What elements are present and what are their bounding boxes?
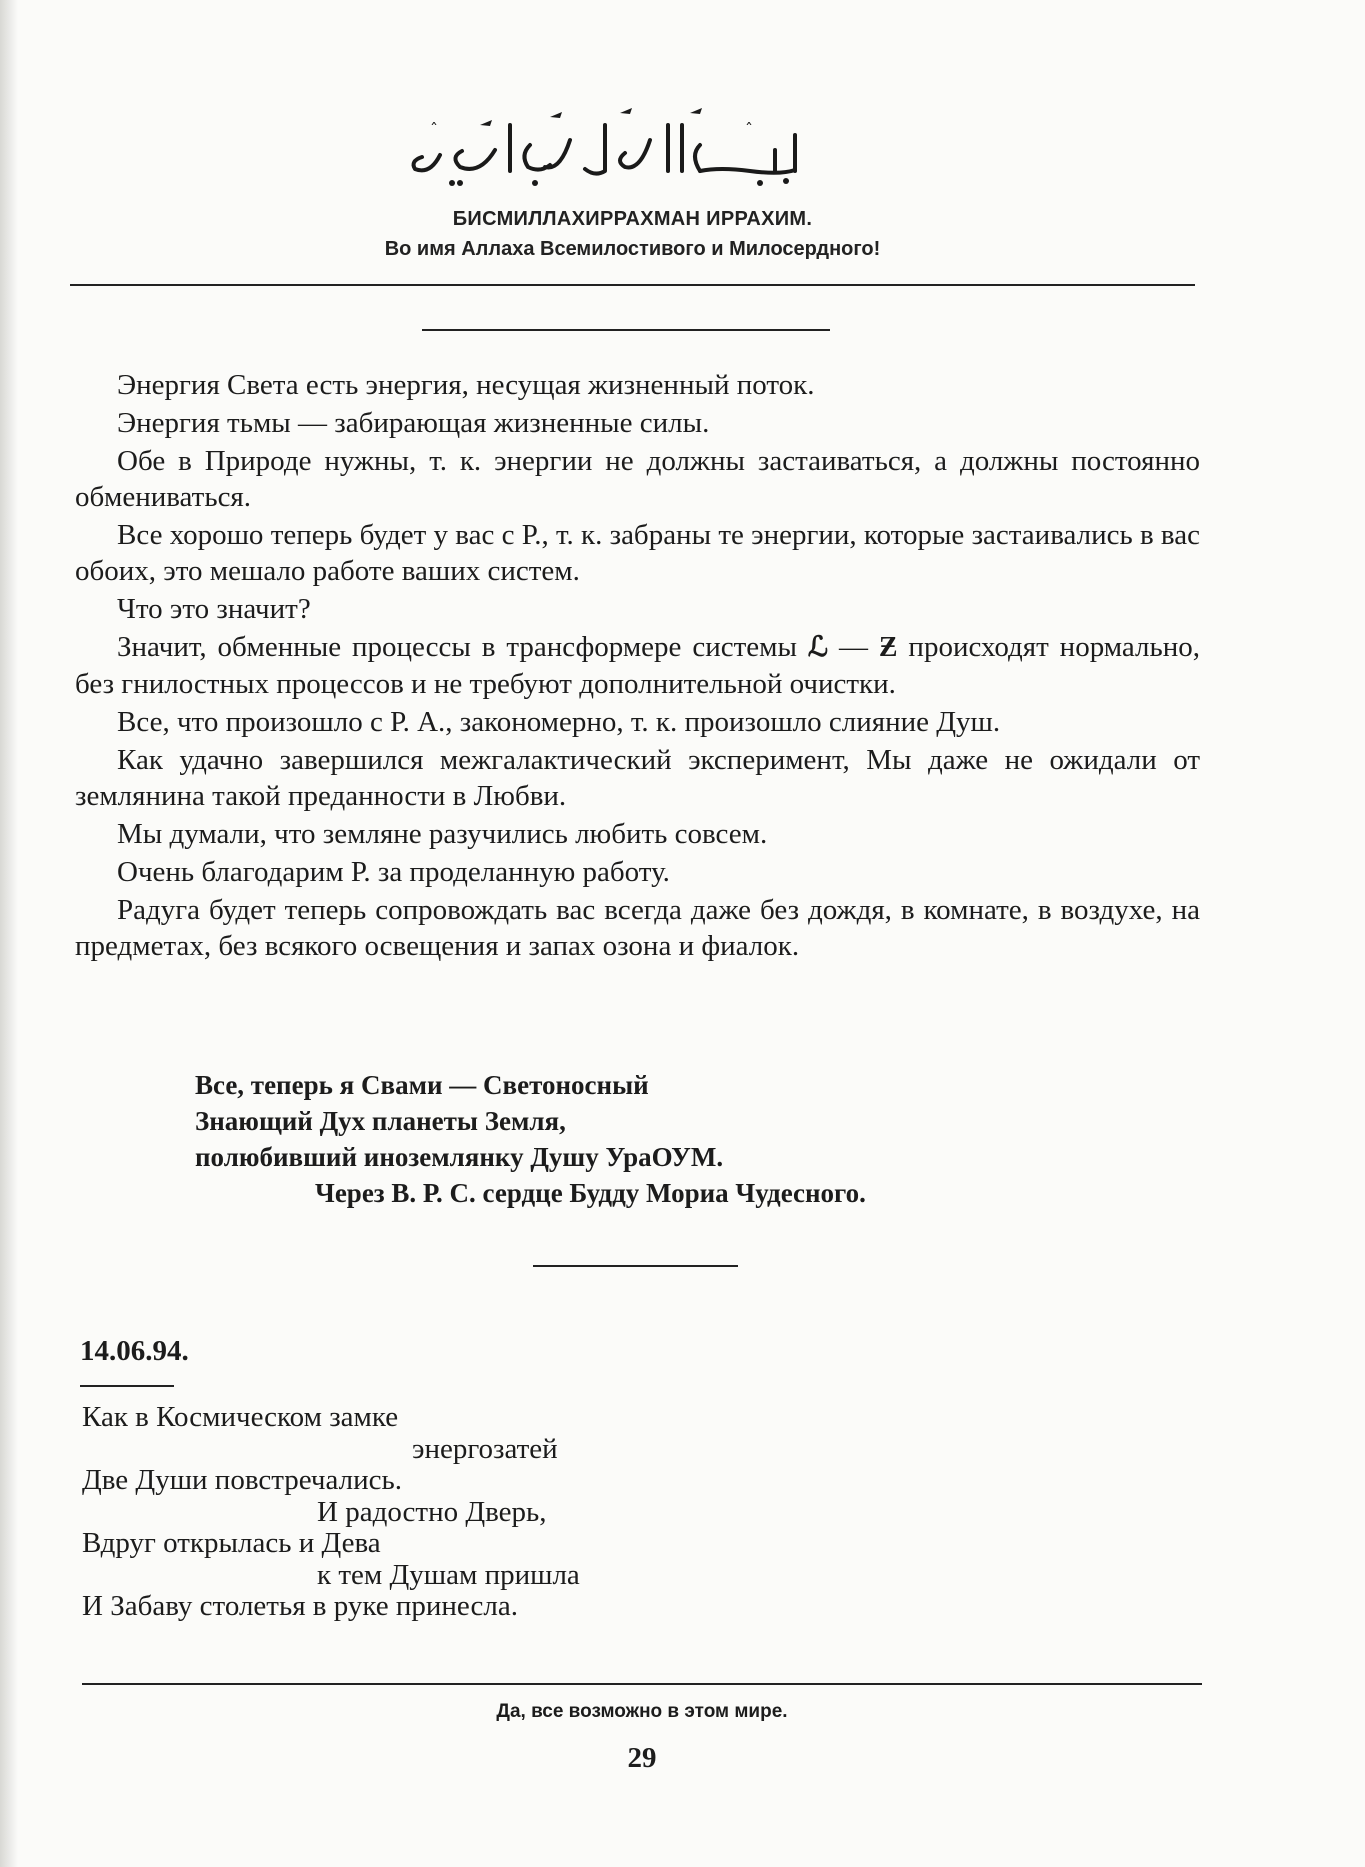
paragraph-text: —: [828, 631, 879, 663]
footer-divider: [82, 1683, 1202, 1685]
poem-line: Вдруг открылась и Дева: [82, 1527, 381, 1559]
paragraph: Энергия тьмы — забирающая жизненные силы.: [117, 407, 710, 439]
paragraph-text: происходят нормально, без гнилостных процессов и не требуют дополнительной очистки.: [75, 631, 1201, 700]
system-symbol-1: ℒ: [807, 632, 829, 663]
header-divider: [70, 284, 1195, 286]
paragraph: Все хорошо теперь будет у вас с Р., т. к. забраны те энергии, которые застаивались в вас обоих, это мешало работе ваших систем.: [75, 519, 1200, 587]
poem-line: к тем Душам пришла: [317, 1558, 580, 1591]
signature-line: Знающий Дух планеты Земля,: [195, 1106, 566, 1136]
paragraph: Все, что произошло с Р. А., закономерно, т. к. произошло слияние Душ.: [117, 706, 1001, 738]
date-underline: [80, 1385, 174, 1387]
page-number: 29: [627, 1742, 657, 1774]
paragraph: Что это значит?: [117, 593, 311, 625]
signature-line: полюбивший иноземлянку Душу УраОУМ.: [195, 1142, 724, 1172]
svg-text:ˆ: ˆ: [745, 120, 753, 139]
poem-line: Как в Космическом замке: [82, 1401, 399, 1433]
poem-line: И Забаву столетья в руке принесла.: [82, 1590, 518, 1622]
header-translation: Во имя Аллаха Всемилостивого и Милосердного!: [384, 238, 881, 260]
entry-date: 14.06.94.: [80, 1335, 189, 1367]
bismillah-calligraphy-image: [400, 95, 820, 190]
poem: [82, 1402, 580, 1623]
system-symbol-2: Ƶ: [878, 632, 898, 663]
paragraph: Мы думали, что земляне разучились любить совсем.: [117, 818, 768, 850]
paragraph: Обе в Природе нужны, т. к. энергии не должны застаиваться, а должны постоянно обмениваться.: [75, 445, 1200, 513]
section-divider-top: [422, 329, 830, 331]
section-divider-bottom: [533, 1265, 738, 1267]
poem-line: Две Души повстречались.: [82, 1464, 402, 1496]
paragraph: Радуга будет теперь сопровождать вас всегда даже без дождя, в комнате, в воздухе, на предметах, без всякого освещения и запах озона и фиалок.: [75, 894, 1200, 962]
footer-note: Да, все возможно в этом мире.: [496, 1701, 788, 1722]
signature-line: Все, теперь я Свами — Светоносный: [195, 1070, 649, 1100]
paragraph: Энергия Света есть энергия, несущая жизненный поток.: [117, 369, 815, 401]
page-edge-shadow: [0, 0, 18, 1867]
paragraph-with-symbols: [75, 629, 1200, 702]
signature-block: [195, 1067, 866, 1211]
signature-line: Через В. Р. С. сердце Будду Мориа Чудесного.: [315, 1178, 866, 1208]
message-body: [75, 367, 1200, 966]
header-transliteration: БИСМИЛЛАХИРРАХМАН ИРРАХИМ.: [452, 208, 813, 230]
svg-text:ˆ: ˆ: [430, 120, 438, 139]
poem-line: энергозатей: [412, 1432, 558, 1465]
paragraph: Как удачно завершился межгалактический эксперимент, Мы даже не ожидали от землянина такой преданности в Любви.: [75, 744, 1200, 812]
paragraph-text: Значит, обменные процессы в трансформере системы: [117, 631, 808, 663]
poem-line: И радостно Дверь,: [317, 1495, 547, 1528]
paragraph: Очень благодарим Р. за проделанную работу.: [117, 856, 670, 888]
